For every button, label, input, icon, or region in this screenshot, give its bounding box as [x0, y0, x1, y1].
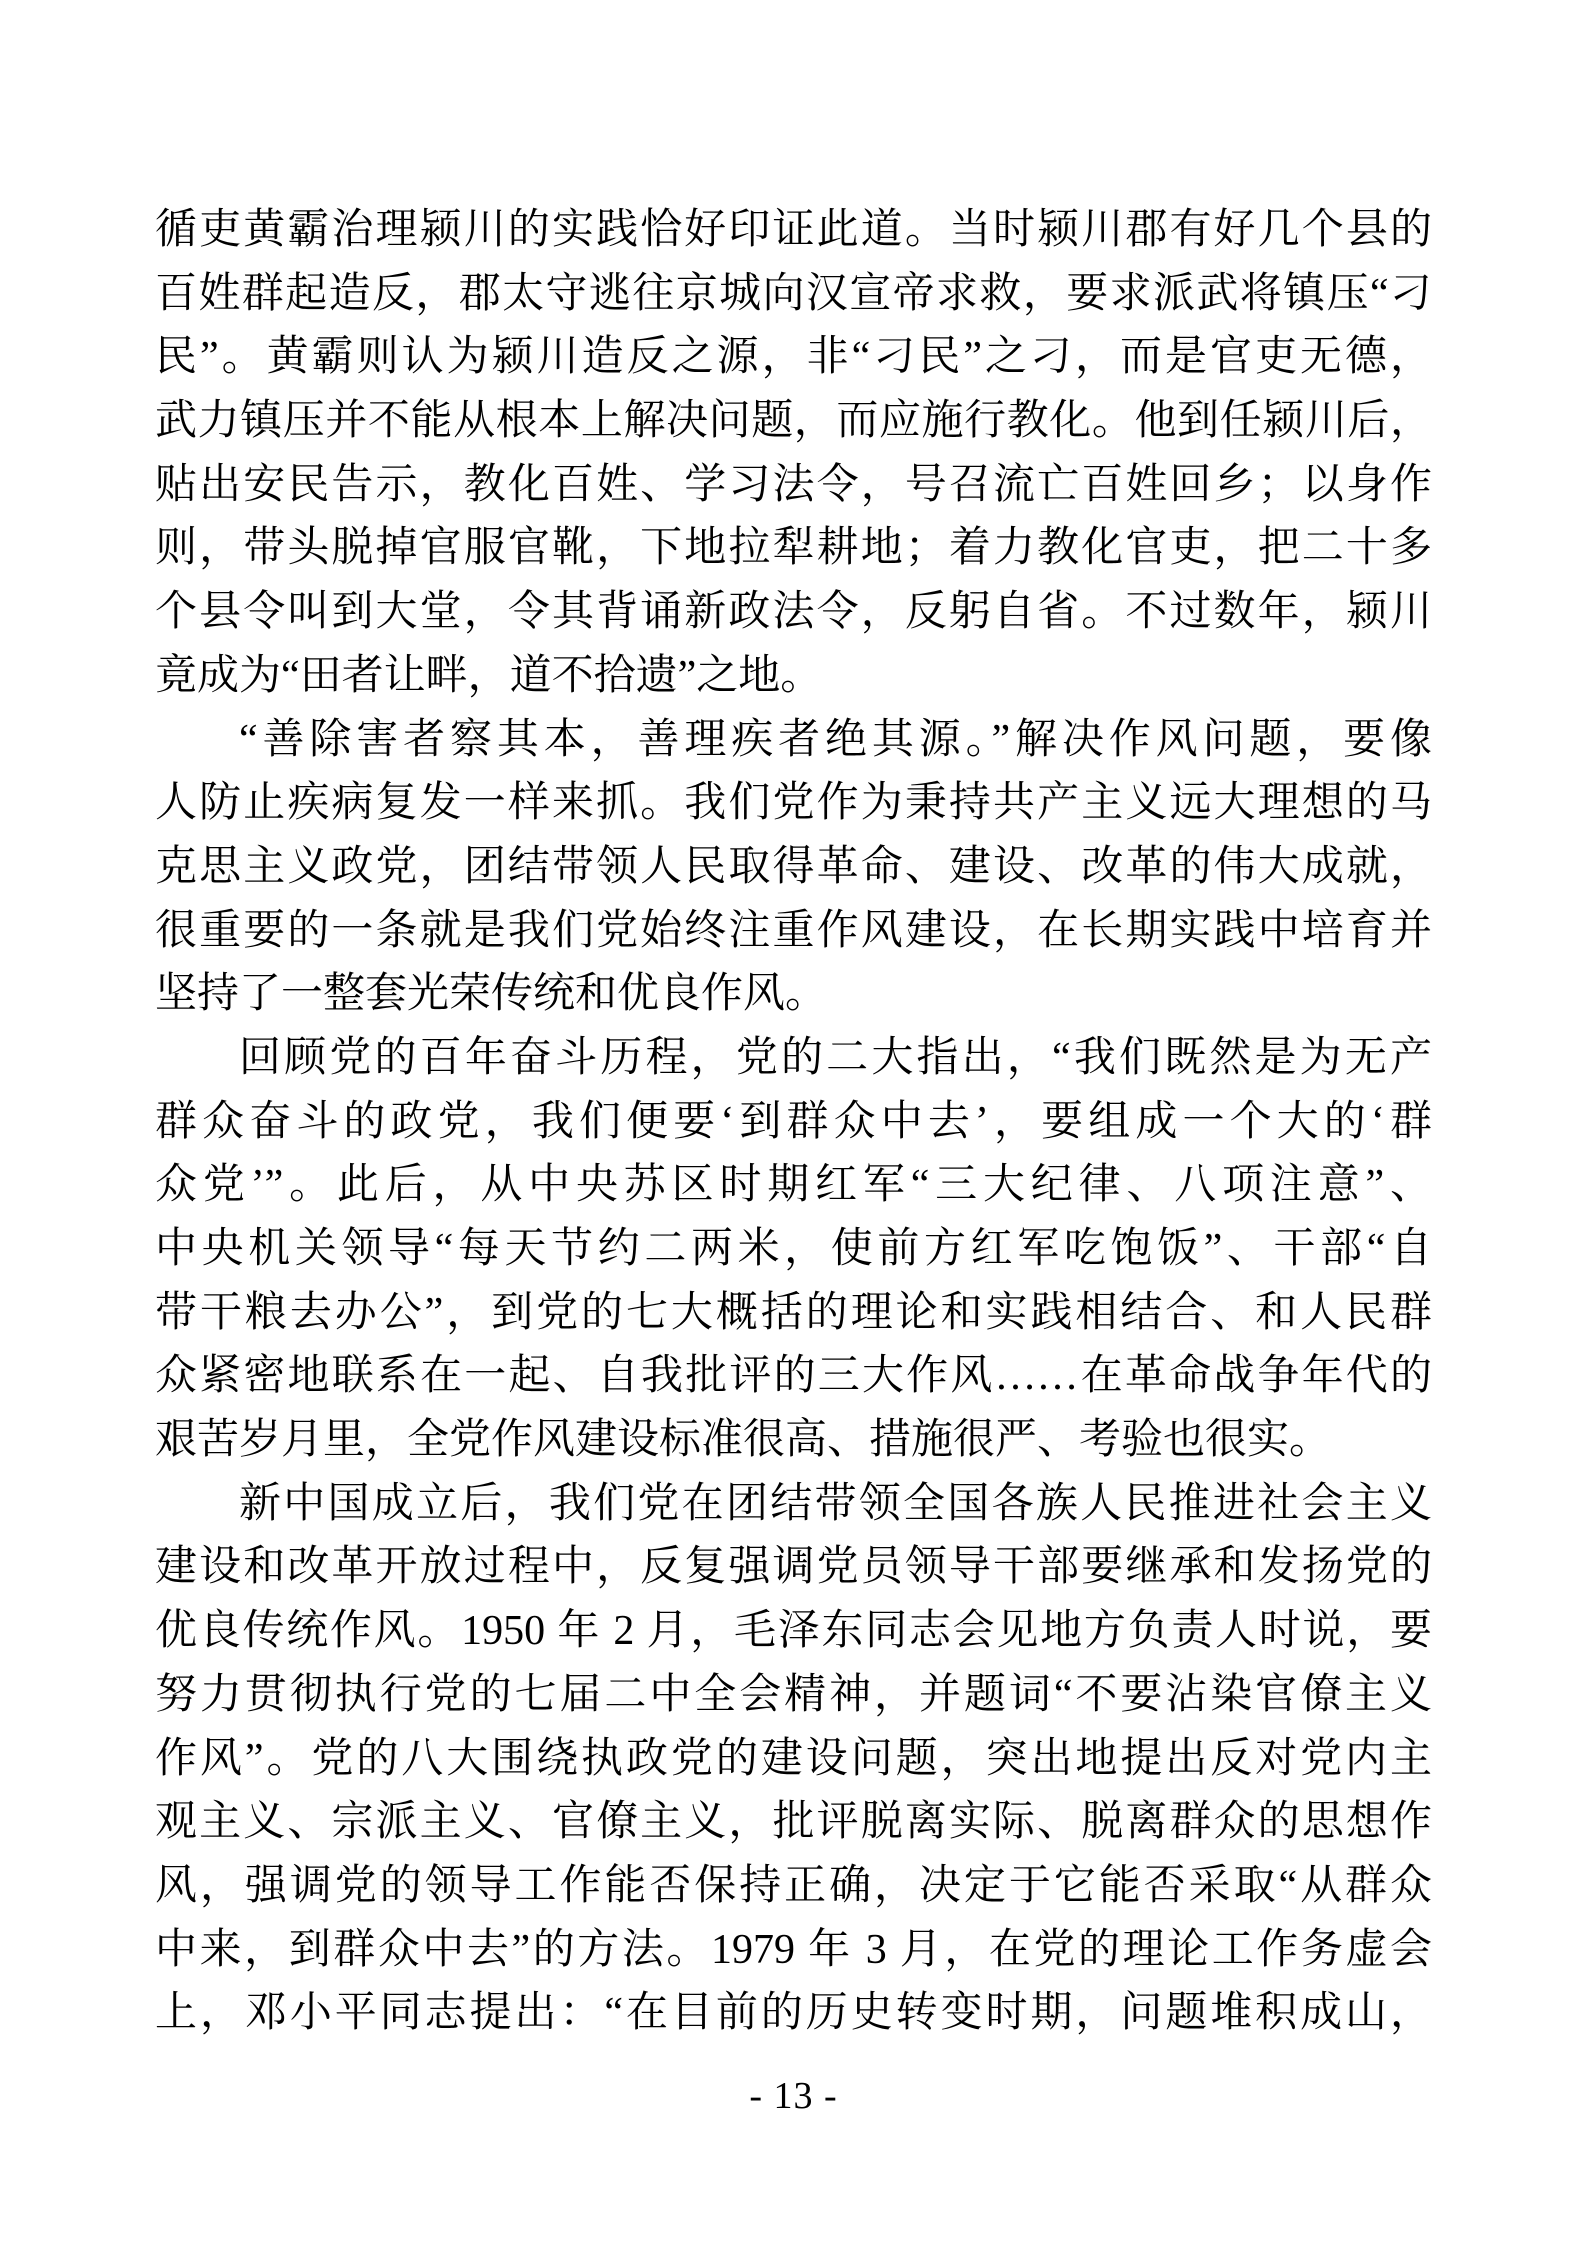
text-line: 个县令叫到大堂，令其背诵新政法令，反躬自省。不过数年，颍川 — [155, 589, 1432, 636]
paragraph-1 — [155, 199, 1432, 709]
text-line: “善除害者察其本，善理疾者绝其源。”解决作风问题，要像 — [239, 716, 1432, 763]
text-line: 民”。黄霸则认为颍川造反之源，非“刁民”之刁，而是官吏无德， — [155, 334, 1432, 381]
text-line: 武力镇压并不能从根本上解决问题，而应施行教化。他到任颍川后， — [155, 398, 1432, 445]
text-line: 竟成为“田者让畔，道不拾遗”之地。 — [155, 652, 823, 699]
text-line: 群众奋斗的政党，我们便要‘到群众中去’，要组成一个大的‘群 — [155, 1098, 1432, 1145]
text-line: 众紧密地联系在一起、自我批评的三大作风……在革命战争年代的 — [155, 1353, 1432, 1400]
paragraph-4 — [155, 1473, 1432, 2046]
text-line: 人防止疾病复发一样来抓。我们党作为秉持共产主义远大理想的马 — [155, 780, 1432, 827]
text-line: 回顾党的百年奋斗历程，党的二大指出，“我们既然是为无产 — [239, 1034, 1432, 1081]
page-number: - 13 - — [749, 2075, 838, 2117]
text-line: 中央机关领导“每天节约二两米，使前方红军吃饱饭”、干部“自 — [155, 1226, 1432, 1272]
text-line: 克思主义政党，团结带领人民取得革命、建设、改革的伟大成就， — [155, 843, 1432, 890]
text-line: 艰苦岁月里，全党作风建设标准很高、措施很严、考验也很实。 — [155, 1417, 1332, 1464]
text-line: 坚持了一整套光荣传统和优良作风。 — [155, 971, 828, 1018]
text-line: 百姓群起造反，郡太守逃往京城向汉宣帝求救，要求派武将镇压“刁 — [155, 270, 1432, 317]
paragraph-3 — [155, 1027, 1432, 1473]
text-line: 作风”。党的八大围绕执政党的建设问题，突出地提出反对党内主 — [155, 1735, 1432, 1782]
text-line: 观主义、宗派主义、官僚主义，批评脱离实际、脱离群众的思想作 — [155, 1799, 1432, 1846]
page-footer — [0, 2074, 1587, 2118]
paragraph-2 — [155, 709, 1432, 1027]
text-line: 风，强调党的领导工作能否保持正确，决定于它能否采取“从群众 — [155, 1862, 1432, 1909]
text-line: 优良传统作风。1950 年 2 月，毛泽东同志会见地方负责人时说，要 — [155, 1608, 1432, 1655]
text-line: 带干粮去办公”，到党的七大概括的理论和实践相结合、和人民群 — [155, 1289, 1432, 1336]
text-line: 努力贯彻执行党的七届二中全会精神，并题词“不要沾染官僚主义 — [155, 1671, 1432, 1718]
text-line: 众党’”。此后，从中央苏区时期红军“三大纪律、八项注意”、 — [155, 1162, 1432, 1209]
text-line: 贴出安民告示，教化百姓、学习法令，号召流亡百姓回乡；以身作 — [155, 461, 1432, 508]
document-body — [155, 199, 1432, 2046]
text-line: 中来，到群众中去”的方法。1979 年 3 月，在党的理论工作务虚会 — [155, 1926, 1432, 1973]
text-line: 上，邓小平同志提出：“在目前的历史转变时期，问题堆积成山， — [155, 1990, 1432, 2037]
text-line: 很重要的一条就是我们党始终注重作风建设，在长期实践中培育并 — [155, 907, 1432, 954]
text-line: 循吏黄霸治理颍川的实践恰好印证此道。当时颍川郡有好几个县的 — [155, 207, 1432, 253]
text-line: 则，带头脱掉官服官靴，下地拉犁耕地；着力教化官吏，把二十多 — [155, 525, 1432, 572]
text-line: 建设和改革开放过程中，反复强调党员领导干部要继承和发扬党的 — [155, 1544, 1432, 1591]
text-line: 新中国成立后，我们党在团结带领全国各族人民推进社会主义 — [239, 1480, 1432, 1527]
